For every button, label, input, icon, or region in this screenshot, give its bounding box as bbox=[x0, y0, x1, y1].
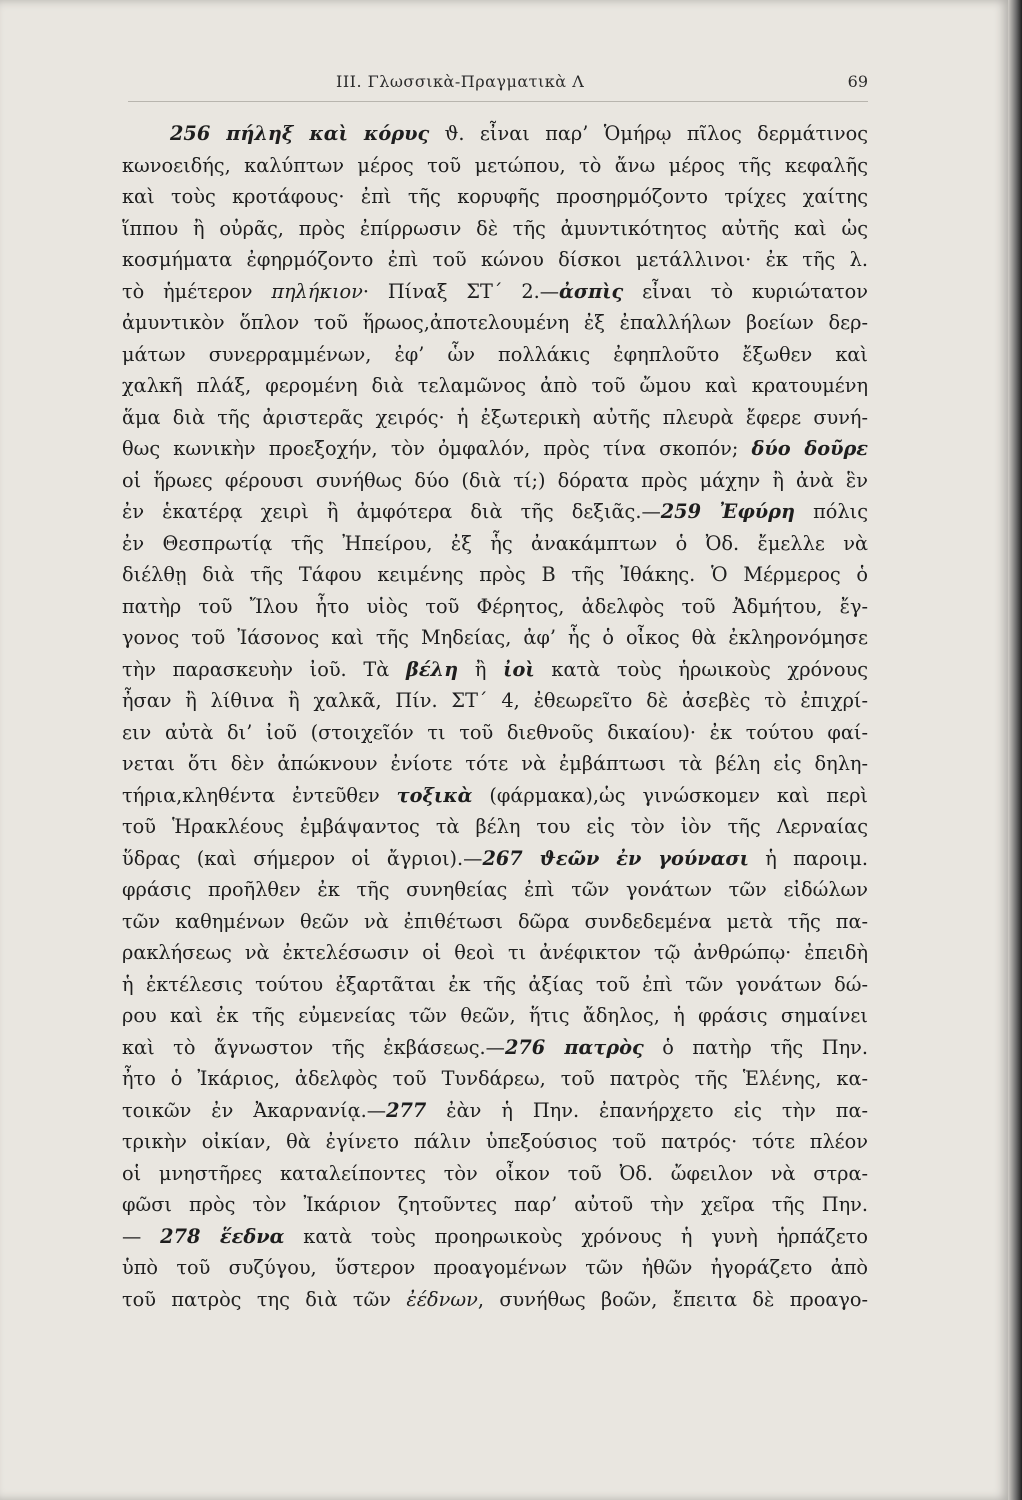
text-run: καὶ τὸ ἄγνωστον τῆς ἐκβάσεως.— bbox=[122, 1035, 505, 1059]
page-edge-shadow bbox=[1008, 0, 1022, 1500]
text-run: φῶσι πρὸς τὸν Ἰκάριον ζητοῦντες παρ’ αὐτοῦ τὴν χεῖρα τῆς Πην. bbox=[122, 1193, 868, 1216]
text-line bbox=[122, 496, 868, 528]
text-line bbox=[122, 559, 868, 591]
text-line bbox=[122, 465, 868, 497]
text-line bbox=[122, 1126, 868, 1158]
text-run: εἶναι τὸ κυριώτατον bbox=[623, 279, 868, 303]
body-text bbox=[122, 118, 868, 1315]
text-line bbox=[122, 213, 868, 245]
emphasized-term: πηλήκιον bbox=[271, 279, 363, 303]
text-run: ἀμυντικὸν ὅπλον τοῦ ἥρωος,ἀποτελουμένη ἐξ ἐπαλλήλων βοείων δερ- bbox=[122, 311, 868, 334]
text-run: νεται ὅτι δὲν ἀπώκνουν ἐνίοτε τότε νὰ ἐμβάπτωσι τὰ βέλη εἰς δηλη- bbox=[122, 752, 868, 775]
text-run: ὑπὸ τοῦ συζύγου, ὕστερον προαγομένων τῶν ἠθῶν ἠγοράζετο ἀπὸ bbox=[122, 1256, 868, 1279]
text-run: — bbox=[122, 1224, 161, 1248]
text-run: οἱ μνηστῆρες καταλείποντες τὸν οἶκον τοῦ Ὀδ. ὤφειλον νὰ στρα- bbox=[122, 1161, 868, 1185]
text-line bbox=[122, 118, 868, 150]
text-line bbox=[122, 276, 868, 308]
text-run: ἦσαν ἢ λίθινα ἢ χαλκᾶ, Πίν. ΣΤ΄ 4, ἐθεωρεῖτο δὲ ἀσεβὲς τὸ ἐπιχρί- bbox=[122, 689, 868, 712]
text-run: ἐν Θεσπρωτίᾳ τῆς Ἠπείρου, ἐξ ἧς ἀνακάμπτων ὁ Ὀδ. ἔμελλε νὰ bbox=[122, 531, 868, 555]
header-rule bbox=[128, 101, 868, 102]
text-line bbox=[122, 937, 868, 969]
text-line bbox=[122, 339, 868, 371]
text-line bbox=[122, 307, 868, 339]
text-run: τῶν καθημένων θεῶν νὰ ἐπιθέτωσι δῶρα συνδεδεμένα μετὰ τῆς πα- bbox=[122, 909, 868, 933]
text-line bbox=[122, 1221, 868, 1253]
text-line bbox=[122, 433, 868, 465]
text-run: ὕδρας (καὶ σήμερον οἱ ἄγριοι).— bbox=[122, 846, 483, 870]
text-line bbox=[122, 1189, 868, 1221]
text-run: τὴν παρασκευὴν ἰοῦ. Τὰ bbox=[122, 657, 407, 681]
running-title: III. Γλωσσικὰ-Πραγματικὰ Λ bbox=[336, 72, 585, 91]
text-run: ἵππου ἢ οὐρᾶς, πρὸς ἐπίρρωσιν δὲ τῆς ἀμυντικότητος αὐτῆς καὶ ὡς bbox=[122, 216, 868, 240]
running-header bbox=[128, 72, 868, 98]
text-line bbox=[122, 1063, 868, 1095]
emphasized-term: ἀσπὶς bbox=[559, 279, 624, 303]
emphasized-term: 267 ϑεῶν ἐν γούνασι bbox=[482, 846, 749, 870]
text-run: τοικῶν ἐν Ἀκαρνανίᾳ.— bbox=[122, 1098, 387, 1122]
text-run: ἢ bbox=[458, 657, 504, 681]
text-line bbox=[122, 780, 868, 812]
text-line bbox=[122, 685, 868, 717]
text-line bbox=[122, 748, 868, 780]
text-line bbox=[122, 181, 868, 213]
page-number: 69 bbox=[847, 72, 868, 91]
text-line bbox=[122, 1158, 868, 1190]
text-run: κωνοειδής, καλύπτων μέρος τοῦ μετώπου, τὸ ἄνω μέρος τῆς κεφαλῆς bbox=[122, 153, 868, 177]
text-run: ρακλήσεως νὰ ἐκτελέσωσιν οἱ θεοὶ τι ἀνέφικτον τῷ ἀνθρώπῳ· ἐπειδὴ bbox=[122, 941, 868, 964]
text-line bbox=[122, 1032, 868, 1064]
text-line bbox=[122, 1000, 868, 1032]
text-line bbox=[122, 622, 868, 654]
text-line bbox=[122, 843, 868, 875]
text-run: καὶ τοὺς κροτάφους· ἐπὶ τῆς κορυφῆς προσηρμόζοντο τρίχες χαίτης bbox=[122, 185, 868, 208]
text-line bbox=[122, 528, 868, 560]
text-line bbox=[122, 402, 868, 434]
emphasized-term: τοξικὰ bbox=[396, 783, 473, 807]
text-run: τὸ ἡμέτερον bbox=[122, 279, 272, 303]
text-run: , συνήθως βοῶν, ἔπειτα δὲ προαγο- bbox=[477, 1287, 868, 1311]
emphasized-term: ἐέδνων bbox=[406, 1287, 478, 1311]
text-line bbox=[122, 811, 868, 843]
text-line bbox=[122, 874, 868, 906]
text-run: τοῦ Ἡρακλέους ἐμβάψαντος τὰ βέλη του εἰς τὸν ἰὸν τῆς Λερναίας bbox=[122, 815, 868, 838]
text-run: ϑ. εἶναι παρ’ Ὁμήρῳ πῖλος δερμάτινος bbox=[429, 122, 868, 145]
text-run: θως κωνικὴν προεξοχήν, τὸν ὀμφαλόν, πρὸς τίνα σκοπόν; bbox=[122, 437, 752, 460]
emphasized-term: 256 πήληξ καὶ κόρυς bbox=[170, 122, 430, 145]
text-run: διέλθῃ διὰ τῆς Τάφου κειμένης πρὸς Β τῆς Ἰθάκης. Ὁ Μέρμερος ὁ bbox=[122, 563, 868, 586]
text-run: ρου καὶ ἐκ τῆς εὐμενείας τῶν θεῶν, ἥτις ἄδηλος, ἡ φράσις σημαίνει bbox=[122, 1004, 868, 1027]
text-run: γονος τοῦ Ἰάσονος καὶ τῆς Μηδείας, ἀφ’ ἧς ὁ οἶκος θὰ ἐκληρονόμησε bbox=[122, 626, 868, 649]
text-line bbox=[122, 591, 868, 623]
text-line bbox=[122, 1284, 868, 1316]
text-line bbox=[122, 150, 868, 182]
text-run: · Πίναξ ΣΤ΄ 2.— bbox=[362, 279, 560, 303]
text-run: μάτων συνερραμμένων, ἐφ’ ὧν πολλάκις ἐφηπλοῦτο ἔξωθεν καὶ bbox=[122, 342, 868, 366]
text-line bbox=[122, 717, 868, 749]
emphasized-term: 278 ἕεδνα bbox=[160, 1224, 285, 1248]
text-line bbox=[122, 1095, 868, 1127]
text-run: ὁ πατὴρ τῆς Πην. bbox=[643, 1035, 868, 1059]
text-line bbox=[122, 906, 868, 938]
text-run: κοσμήματα ἐφηρμόζοντο ἐπὶ τοῦ κώνου δίσκοι μετάλλινοι· ἐκ τῆς λ. bbox=[122, 248, 868, 271]
text-run: ἐὰν ἡ Πην. ἐπανήρχετο εἰς τὴν πα- bbox=[426, 1098, 868, 1122]
emphasized-term: 259 Ἐφύρη bbox=[660, 500, 796, 523]
text-line bbox=[122, 370, 868, 402]
text-line bbox=[122, 244, 868, 276]
emphasized-term: 276 πατρὸς bbox=[504, 1035, 644, 1059]
text-run: πατὴρ τοῦ Ἴλου ἦτο υἱὸς τοῦ Φέρητος, ἀδελφὸς τοῦ Ἀδμήτου, ἔγ- bbox=[122, 594, 868, 618]
emphasized-term: 277 bbox=[386, 1098, 427, 1122]
text-run: τήρια,κληθέντα ἐντεῦθεν bbox=[122, 783, 397, 807]
text-run: ἅμα διὰ τῆς ἀριστερᾶς χειρός· ἡ ἐξωτερικὴ αὐτῆς πλευρὰ ἔφερε συνή- bbox=[122, 405, 868, 429]
text-line bbox=[122, 654, 868, 686]
text-run: ἡ ἐκτέλεσις τούτου ἐξαρτᾶται ἐκ τῆς ἀξίας τοῦ ἐπὶ τῶν γονάτων δώ- bbox=[122, 972, 868, 996]
text-run: ἡ παροιμ. bbox=[748, 846, 868, 870]
text-run: κατὰ τοὺς προηρωικοὺς χρόνους ἡ γυνὴ ἡρπάζετο bbox=[284, 1224, 868, 1248]
text-run: χαλκῆ πλάξ, φερομένη διὰ τελαμῶνος ἀπὸ τοῦ ὤμου καὶ κρατουμένη bbox=[122, 374, 868, 397]
text-run: πόλις bbox=[795, 500, 868, 523]
text-run: ἐν ἑκατέρᾳ χειρὶ ἢ ἀμφότερα διὰ τῆς δεξιᾶς.— bbox=[122, 500, 661, 523]
emphasized-term: δύο δοῦρε bbox=[751, 437, 868, 460]
emphasized-term: ἰοὶ bbox=[503, 657, 535, 681]
text-run: ἦτο ὁ Ἰκάριος, ἀδελφὸς τοῦ Τυνδάρεω, τοῦ πατρὸς τῆς Ἑλένης, κα- bbox=[122, 1067, 868, 1090]
text-run: ειν αὐτὰ δι’ ἰοῦ (στοιχεῖόν τι τοῦ διεθνοῦς δικαίου)· ἐκ τούτου φαί- bbox=[122, 720, 868, 744]
text-line bbox=[122, 1252, 868, 1284]
text-run: κατὰ τοὺς ἡρωικοὺς χρόνους bbox=[534, 657, 868, 681]
text-run: οἱ ἥρωες φέρουσι συνήθως δύο (διὰ τί;) δόρατα πρὸς μάχην ἢ ἀνὰ ἓν bbox=[122, 468, 868, 492]
text-line bbox=[122, 969, 868, 1001]
text-run: τοῦ πατρὸς της διὰ τῶν bbox=[122, 1287, 407, 1311]
text-run: τρικὴν οἰκίαν, θὰ ἐγίνετο πάλιν ὑπεξούσιος τοῦ πατρός· τότε πλέον bbox=[122, 1130, 868, 1153]
emphasized-term: βέλη bbox=[406, 657, 459, 681]
text-run: (φάρμακα),ὡς γινώσκομεν καὶ περὶ bbox=[472, 783, 868, 807]
text-run: φράσις προῆλθεν ἐκ τῆς συνηθείας ἐπὶ τῶν γονάτων τῶν εἰδώλων bbox=[122, 878, 868, 901]
